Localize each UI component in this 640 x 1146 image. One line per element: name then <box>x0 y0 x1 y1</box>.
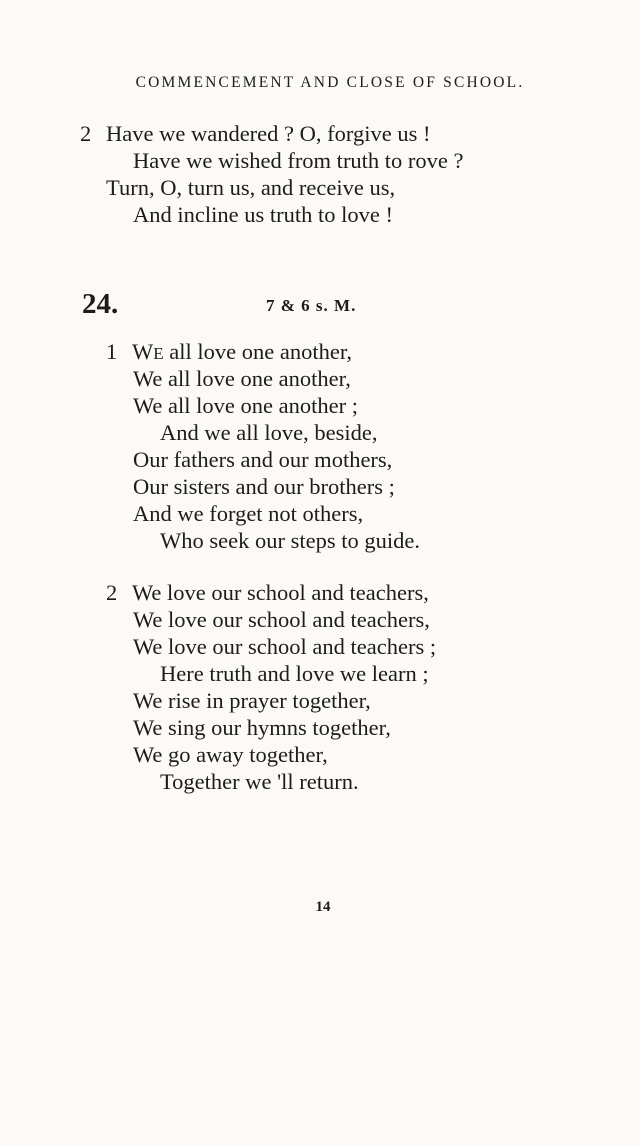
prev-verse-line-2: Have we wished from truth to rove ? <box>133 148 464 173</box>
verse-line: Have we wandered ? O, forgive us ! <box>106 121 431 146</box>
verse-1-line-2: We all love one another, <box>133 366 351 391</box>
verse-number: 1 <box>106 339 118 364</box>
page-number: 14 <box>315 899 331 915</box>
verse-2-line-3: We love our school and teachers ; <box>133 634 437 659</box>
verse-2-line-8: Together we 'll return. <box>160 769 359 794</box>
prev-verse-line-1 <box>80 120 430 147</box>
prev-verse-line-4: And incline us truth to love ! <box>133 202 393 227</box>
verse-1-line-5: Our fathers and our mothers, <box>133 447 393 472</box>
prev-verse-line-3: Turn, O, turn us, and receive us, <box>106 175 396 200</box>
verse-1-line-3: We all love one another ; <box>133 393 358 418</box>
verse-number: 2 <box>106 580 118 605</box>
hymn-number: 24. <box>82 288 119 320</box>
verse-1-line-1 <box>106 338 352 367</box>
verse-1-line-6: Our sisters and our brothers ; <box>133 474 395 499</box>
verse-line: all love one another, <box>163 339 353 364</box>
verse-number: 2 <box>80 121 92 146</box>
verse-2-line-6: We sing our hymns together, <box>133 715 391 740</box>
verse-2-line-2: We love our school and teachers, <box>133 607 430 632</box>
verse-1-line-7: And we forget not others, <box>133 501 364 526</box>
drop-initial: W <box>132 339 154 364</box>
running-head: COMMENCEMENT AND CLOSE OF SCHOOL. <box>135 74 525 91</box>
verse-line: We love our school and teachers, <box>132 580 429 605</box>
verse-2-line-1 <box>106 579 429 606</box>
verse-1-line-4: And we all love, beside, <box>160 420 378 445</box>
verse-1-line-8: Who seek our steps to guide. <box>160 528 420 553</box>
hymn-meter: 7 & 6 s. M. <box>266 296 357 315</box>
smallcaps-rest: E <box>153 344 164 363</box>
verse-2-line-5: We rise in prayer together, <box>133 688 371 713</box>
verse-2-line-4: Here truth and love we learn ; <box>160 661 429 686</box>
verse-2-line-7: We go away together, <box>133 742 328 767</box>
